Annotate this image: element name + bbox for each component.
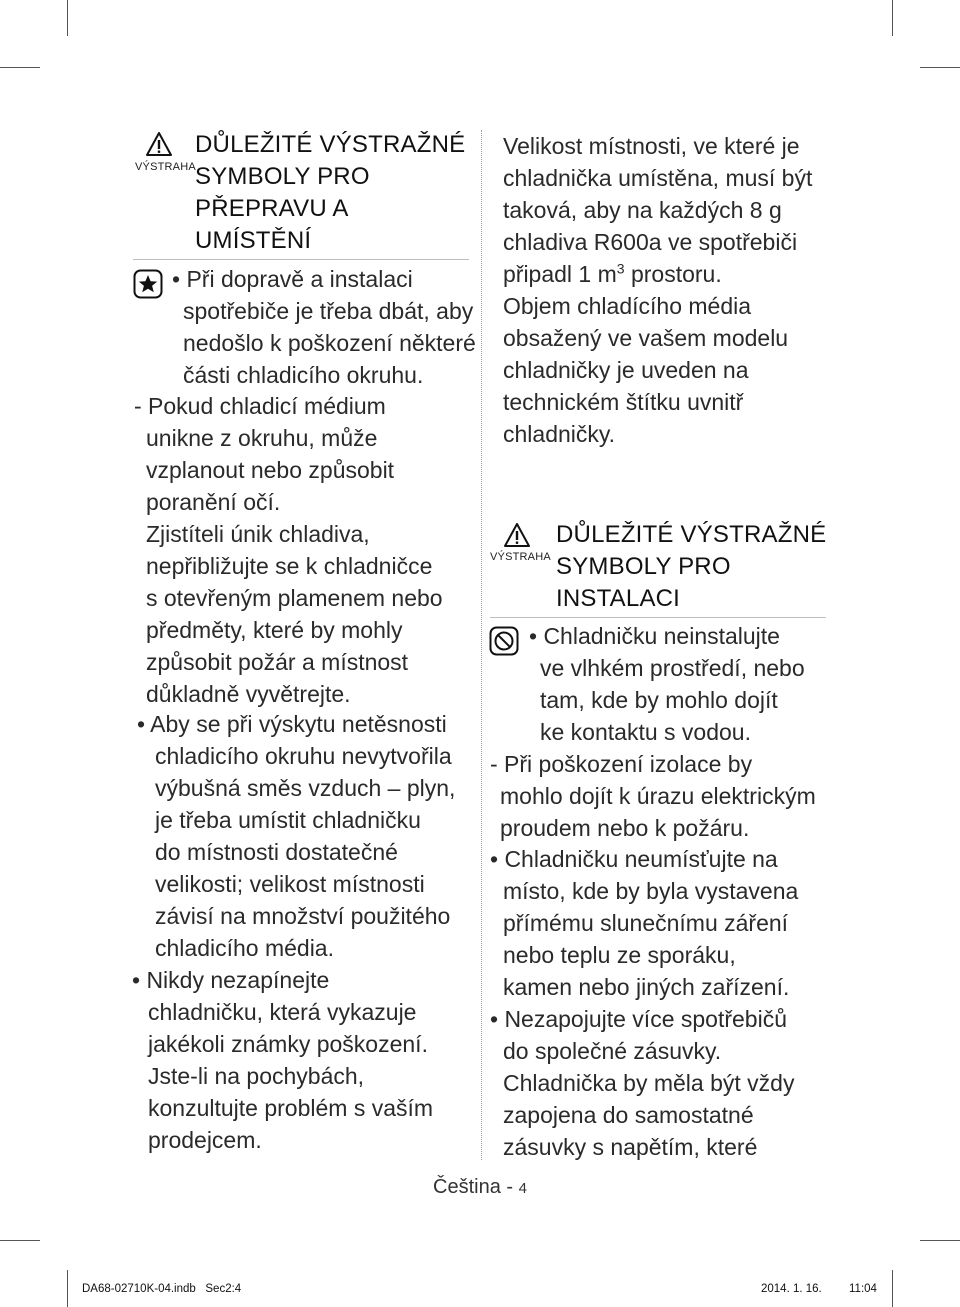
warning-label: VÝSTRAHA [135,161,196,173]
warning-label: VÝSTRAHA [490,551,551,563]
text-line: spotřebiče je třeba dbát, aby [183,298,474,324]
text-line: - Pokud chladicí médium [134,393,386,419]
text-line: chladnička umístěna, musí být [503,165,813,191]
column-divider [481,130,482,1160]
prohibition-icon [489,626,519,656]
text-line: zásuvky s napětím, které [503,1134,758,1160]
crop-mark-top-left-h [0,67,40,68]
text-line: předměty, které by mohly [146,617,403,643]
text-line: důkladně vyvětrejte. [146,681,351,707]
text-line: prodejcem. [148,1127,262,1153]
text-span: prostoru. [624,261,722,287]
text-line: taková, aby na každých 8 g [503,197,782,223]
heading-line: DŮLEŽITÉ VÝSTRAŽNÉ [195,131,466,158]
text-line: do společné zásuvky. [503,1038,722,1064]
text-line: nedošlo k poškození některé [183,330,476,356]
crop-mark-top-right [892,0,893,36]
warning-triangle-icon [145,131,173,157]
heading-line: UMÍSTĚNÍ [195,227,312,254]
text-line: nepřibližujte se k chladničce [146,553,433,579]
text-line: obsažený ve vašem modelu [503,325,789,351]
text-line: konzultujte problém s vaším [148,1095,434,1121]
page-footer [433,1174,527,1202]
text-line: nebo teplu ze sporáku, [503,942,736,968]
crop-mark-bottom-left [67,1270,68,1307]
text-line: přímému slunečnímu záření [503,910,789,936]
page-number: 4 [518,1180,527,1197]
text-line: části chladicího okruhu. [183,362,424,388]
text-line: proudem nebo k požáru. [500,815,750,841]
crop-mark-bottom-right [892,1270,893,1307]
text-line: unikne z okruhu, může [146,425,378,451]
text-line: Chladnička by měla být vždy [503,1070,795,1096]
text-line: • Chladničku neumísťujte na [490,846,778,872]
heading-rule [133,259,469,260]
text-line: jakékoli známky poškození. [148,1031,428,1057]
text-line: • Nezapojujte více spotřebičů [490,1006,787,1032]
text-line: • Nikdy nezapínejte [132,967,330,993]
text-line: velikosti; velikost místnosti [155,871,425,897]
text-line: • Aby se při výskytu netěsnosti [137,711,447,737]
slug-time: 11:04 [849,1283,877,1295]
heading-line: SYMBOLY PRO [556,553,731,580]
text-line: je třeba umístit chladničku [155,807,421,833]
text-span: připadl 1 m [503,261,617,287]
text-line: Zjistíteli únik chladiva, [146,521,370,547]
text-line: ve vlhkém prostředí, nebo [540,655,805,681]
crop-mark-top-right-h [920,67,960,68]
text-line: závisí na množství použitého [155,903,451,929]
superscript: 3 [616,260,625,277]
crop-mark-bottom-left-h [0,1240,40,1241]
text-line: s otevřeným plamenem nebo [146,585,443,611]
text-line: chladničky. [503,421,616,447]
text-line: technickém štítku uvnitř [503,389,744,415]
heading-line: PŘEPRAVU A [195,195,349,222]
slug-date: 2014. 1. 16. [761,1283,822,1295]
footer-language: Čeština - [433,1176,519,1198]
slug-file: DA68-02710K-04.indb Sec2:4 [82,1283,242,1295]
heading-line: INSTALACI [556,585,681,612]
crop-mark-top-left [67,0,68,36]
text-line: • Chladničku neinstalujte [529,623,780,649]
text-line: chladiva R600a ve spotřebiči [503,229,798,255]
text-line [503,258,722,290]
text-line: chladničku, která vykazuje [148,999,417,1025]
text-line: do místnosti dostatečné [155,839,398,865]
star-icon [133,269,163,299]
warning-triangle-icon [503,522,531,548]
heading-line: SYMBOLY PRO [195,163,370,190]
text-line: • Při dopravě a instalaci [172,266,413,292]
text-line: vzplanout nebo způsobit [146,457,395,483]
text-line: kamen nebo jiných zařízení. [503,974,790,1000]
text-line: chladničky je uveden na [503,357,749,383]
text-line: chladicího okruhu nevytvořila [155,743,452,769]
text-line: Objem chladícího média [503,293,752,319]
crop-mark-bottom-right-h [920,1240,960,1241]
heading-rule [490,617,826,618]
text-line: způsobit požár a místnost [146,649,409,675]
text-line: chladicího média. [155,935,334,961]
text-line: místo, kde by byla vystavena [503,878,799,904]
heading-line: DŮLEŽITÉ VÝSTRAŽNÉ [556,521,827,548]
text-line: mohlo dojít k úrazu elektrickým [500,783,816,809]
text-line: ke kontaktu s vodou. [540,719,751,745]
text-line: poranění očí. [146,489,281,515]
text-line: zapojena do samostatné [503,1102,754,1128]
text-line: výbušná směs vzduch – plyn, [155,775,456,801]
text-line: Velikost místnosti, ve které je [503,133,800,159]
text-line: Jste-li na pochybách, [148,1063,365,1089]
text-line: - Při poškození izolace by [490,751,753,777]
text-line: tam, kde by mohlo dojít [540,687,778,713]
